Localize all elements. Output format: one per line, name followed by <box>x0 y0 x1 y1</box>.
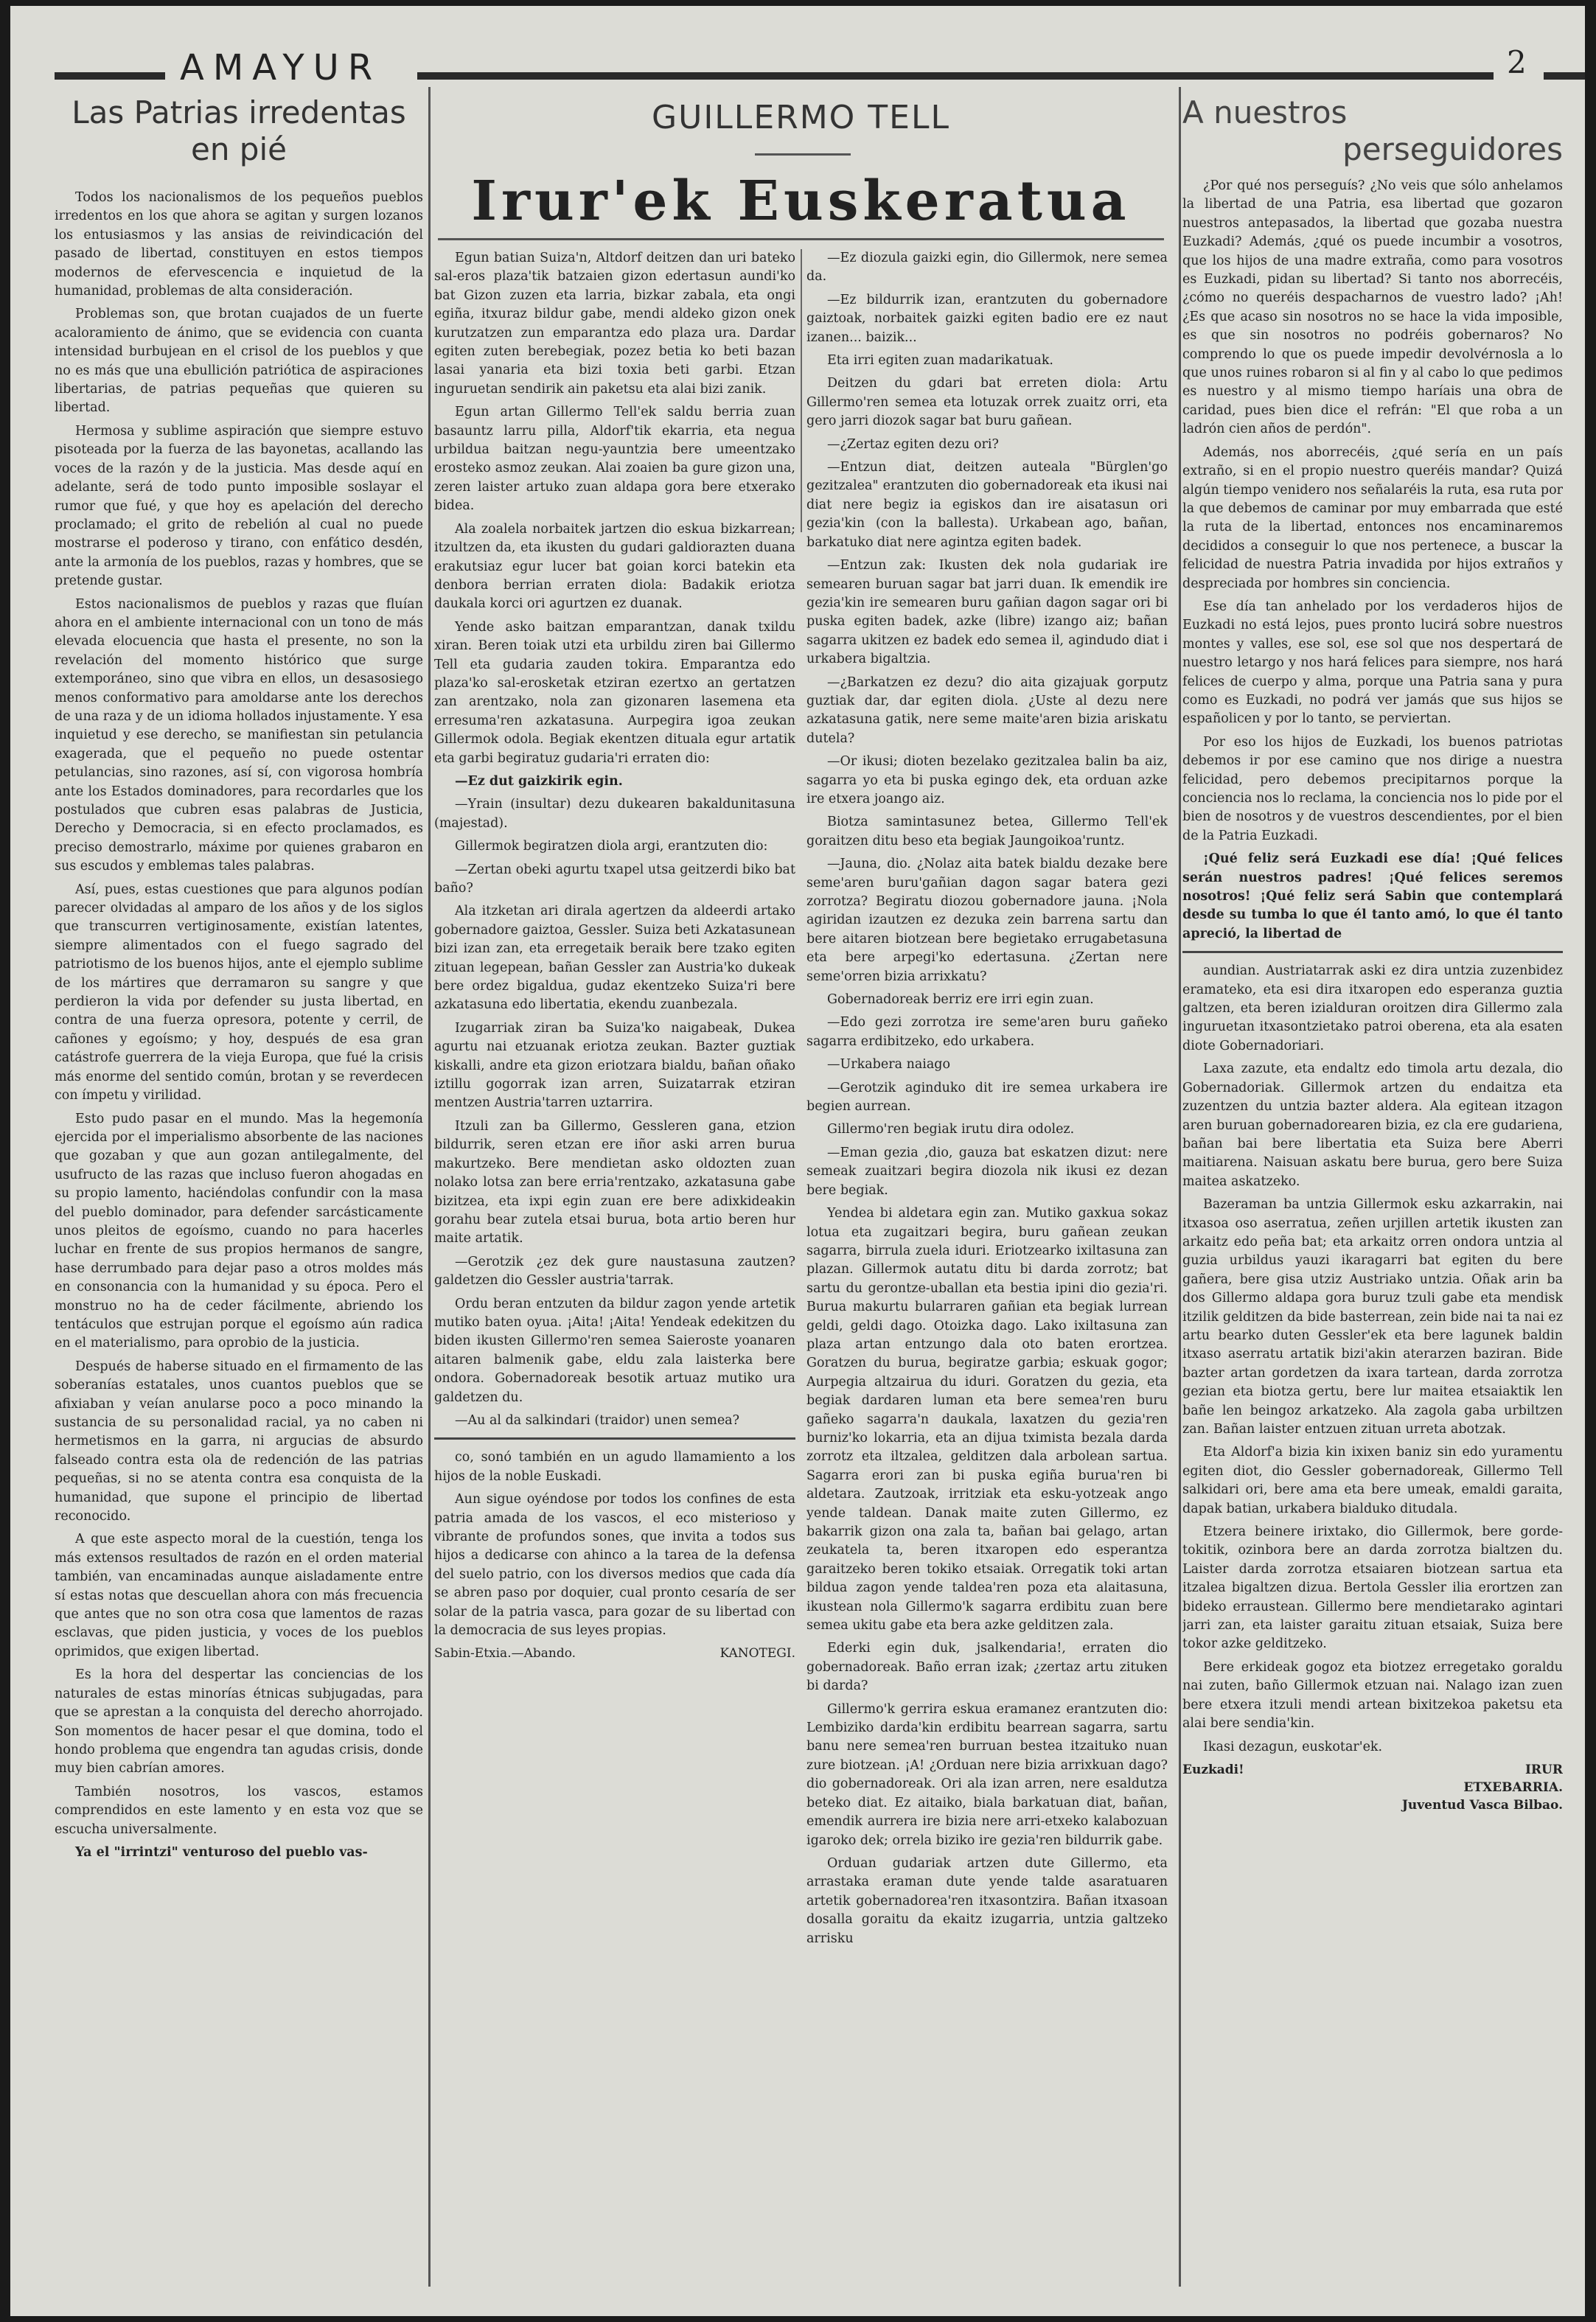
paragraph: Después de haberse situado en el firmamento de las soberanías estatales, unos cuantos pueblos que se afixiaban y veían anularse poco a poco minando la sustancia de su personalidad racial, ya no caben ni hermetismos en la garra, ni argucias de absurdo falseado contra esta ola de redención de las patrias pequeñas, si no se atenta contra esa conquista de la humanidad, que supone el principio de libertad reconocido. <box>55 1359 423 1524</box>
paragraph: Es la hora del despertar las conciencias de los naturales de estas minorías étnicas subjugadas, para que se aprestan a la conquista del derecho ahorrojado. Son momentos de hacer pesar el que domina, todo el hondo problema que engendra tan agudas crisis, donde muy bien cabrían amores. <box>55 1667 423 1777</box>
column-divider <box>428 87 431 2287</box>
paragraph: —Ez bildurrik izan, erantzuten du gobernadore gaiztoak, norbaitek gaizki egiten badio ere ez naut izanen... baizik... <box>806 292 1168 345</box>
article-kicker: GUILLERMO TELL <box>652 99 950 136</box>
paragraph: —Eman gezia ,dio, gauza bat eskatzen dizut: nere semeak zuaitzari begira diozola nik ikusi ez dezan bere begiak. <box>806 1145 1168 1198</box>
masthead <box>55 41 1570 86</box>
paragraph: Esto pudo pasar en el mundo. Mas la hegemonía ejercida por el imperialismo absorbente de las naciones que gozaban y que aun gozan antilegalmente, del usufructo de las razas que incluso fueron ahogadas en su propio lamento, haciéndolas confundir con la masa del pueblo dominador, para defender sarcásticamente unos pleitos de egoísmo, cuando no para hacerles luchar en frente de sus propios hermanos de sangre, hase derrumbado para dejar paso a otros moldes más en consonancia con la humanidad y su época. Pero el monstruo no ha de ceder fácilmente, abriendo los tentáculos que estrujan porque el egoísmo aún radica en el materialismo, para oprobio de la justicia. <box>55 1111 423 1351</box>
paragraph: Ala zoalela norbaitek jartzen dio eskua bizkarrean; itzultzen da, eta ikusten du gudari galdiorazten duana erakutsiaz egur lucer bat goian korci batekin eta denbora berrian erraten diola: Badakik eriotza daukala korci ori agurtzen ez duanak. <box>434 521 795 612</box>
column-divider <box>1179 87 1181 2287</box>
article-title: Irur'ek Euskeratua <box>471 170 1131 233</box>
paragraph: —Au al da salkindari (traidor) unen semea? <box>455 1412 739 1428</box>
masthead-rule-end <box>1544 72 1585 80</box>
paragraph: Izugarriak ziran ba Suiza'ko naigabeak, Dukea agurtu nai etzuanak eriotza zeukan. Bazter guztiak kiskalli, andre eta gizon eriotzara bialdu, bañan oñako iztillu gogorrak izan arren, Suizatarrak etziran mentzen Austria'tarren uztarrira. <box>434 1020 795 1111</box>
paragraph: —Ez dut gaizkirik egin. <box>455 773 623 789</box>
paragraph: También nosotros, los vascos, estamos comprendidos en este lamento y en esta voz que se escucha universalmente. <box>55 1784 423 1837</box>
paragraph: —Entzun zak: Ikusten dek nola gudariak ire semearen buruan sagar bat jarri duan. Ik emendik ire gezia'kin ire semearen buru gañian dagon sagar ori bi puska egiten badek, azke (libre) izango aiz; bañan sagarra ukitzen ez badek edo semea il, agindudo diat i urkabera bigaltzia. <box>806 558 1168 667</box>
page-number: 2 <box>1507 44 1527 80</box>
paragraph: Eta irri egiten zuan madarikatuak. <box>827 353 1053 369</box>
paragraph: Gillermo'k gerrira eskua eramanez erantzuten dio: Lembiziko darda'kin erdibitu bearrean sagarra, sartu banu nere semea'ren burruan bestea itzaituko nuan zure biotzean. ¡A! ¿Orduan nere bizia arrixkuan dago? dio gobernadoreak. Ori ala izan arren, nere esaldutza beteko diat. Ez aitaiko, biala barkatuan diat, bañan, emendik aurrera ire bizia nere arri-etxeko kalabozuan igaroko dek; orrela biziko ire gezia'ren bildurrik gabe. <box>806 1701 1168 1848</box>
paragraph: Por eso los hijos de Euzkadi, los buenos patriotas debemos ir por ese camino que nos dirige a nuestra felicidad, pero debemos precipitarnos porque la conciencia nos lo reclama, la conciencia nos lo pide por el bien de nosotros y de vuestros descendientes, por el bien de la Patria Euzkadi. <box>1182 734 1563 843</box>
paragraph: Yende asko baitzan emparantzan, danak txildu xiran. Beren toiak utzi eta urbildu ziren bai Gillermo Tell eta gudaria zauden tokira. Emparantza edo plaza'ko sal-erosketak etziran ezertxo an gertatzen zan arentzako, nola zan gizonaren lasemena eta erresuma'ren azkatasuna. Aurpegira igoa zeukan Gillermok odola. Begiak ekentzen dituala egur artatik eta garbi begiratuz gudaria'ri erraten dio: <box>434 619 795 766</box>
paragraph: Orduan gudariak artzen dute Gillermo, eta arrastaka eraman dute yende talde asaratuaren artetik gobernadorea'ren itxasontzira. Bañan itxasoan dosalla goraitu da ekaitz izugarria, untzia galtzeko arrisku <box>806 1855 1168 1946</box>
signature <box>434 1645 795 1662</box>
article-tell-right <box>806 249 1168 2298</box>
paragraph: Ese día tan anhelado por los verdaderos hijos de Euzkadi no está lejos, pues pronto lucirá sobre nuestros montes y valles, ese sol, ese sol que nos despertará de nuestro letargo y nos hará felices para siempre, nos hará felices de cuerpo y alma, porque una Patria sana y pura como es Euzkadi, no podrá ver jamás que sus hijos se españolicen y por lo tanto, se perviertan. <box>1182 599 1563 727</box>
newspaper-name: AMAYUR <box>180 47 382 88</box>
paragraph: Hermosa y sublime aspiración que siempre estuvo pisoteada por la fuerza de las bayonetas, acallando las voces de la razón y de la justicia. Mas desde aquí en adelante, será de todo punto imposible soslayar el rumor que fué, y que hoy es apelación del derecho proclamado; el grito de rebelión al cual no puede mostrarse el poderoso y tirano, con enfático desdén, ante la armonía de los pueblos, razas y hombres, que se pretende gustar. <box>55 423 423 589</box>
paragraph: Etzera beinere irixtako, dio Gillermok, bere gorde-tokitik, ozinbora bere an darda zorrotza bialtzen du. Laister darda zorrotza etsaiaren biotzean sartua eta itzalea bigaltzen dizua. Bertola Gessler ilia erortzen zan bideko erraustean. Gillermo bere mendietarako agintari jarri zan, eta laister garaitu zituan etsaiak, Suiza bere tokor azke gelditzeko. <box>1182 1524 1563 1652</box>
section-rule <box>434 1437 795 1440</box>
title-line: Las Patrias irredentas <box>72 94 406 130</box>
title-line: perseguidores <box>1342 131 1563 167</box>
paragraph: aundian. Austriatarrak aski ez dira untzia zuzenbidez eramateko, eta esi dira itxaropen edo esperanza guztia galtzen, eta beren izialduran oroitzen dira Gillermo zala inguruetan itxasontzietako patroi oberena, eta ala esaten diote Gobernadoriari. <box>1182 963 1563 1053</box>
column-divider-inner <box>801 249 802 532</box>
paragraph: —Jauna, dio. ¿Nolaz aita batek bialdu dezake bere seme'aren buru'gañian dagon sagar batera gezi zorrotza? Begiratu diozou gobernadore jauna. ¡Nola agiridan izautzen ez dezuka zein barrena sartu dan bere aitaren biotzean bere begietako errugabetasuna eta bere arpegi'ko edertasuna. ¿Zertan nere seme'orren bizia arrixkatu? <box>806 857 1168 984</box>
title-line: A nuestros <box>1182 94 1348 130</box>
paragraph: —Yrain (insultar) dezu dukearen bakaldunitasuna (majestad). <box>434 797 795 831</box>
paragraph: A que este aspecto moral de la cuestión, tenga los más extensos resultados de razón en el orden material también, van encaminadas aunque aisladamente entre sí estas notas que descuellan ahora con más frecuencia que antes que no son otra cosa que lamentos de razas esclavas, que piden justicia, y voces de los pueblos oprimidos, que exigen libertad. <box>55 1532 423 1659</box>
title-rule <box>438 238 1164 240</box>
signature-place: Sabin-Etxia.—Abando. <box>434 1646 576 1662</box>
paragraph: ¿Por qué nos perseguís? ¿No veis que sólo anhelamos la libertad de una Patria, esa libertad que gozaron nuestros antepasados, la libertad que gozaba nuestra Euzkadi? Además, ¿qué os puede incumbir a vosotros, que los hijos de una madre extraña, como para vosotros es Euzkadi, pidan su libertad? Si tanto nos aborrecéis, ¿cómo no queréis despacharnos de vuestro lado? ¡Ah! ¿Es que acaso sin nosotros no se hace la vida imposible, es que sin nosotros no podréis gobernaros? No comprendo lo que os puede impedir devolvérnosla a lo que unos ruines robaron si al fin y al cabo lo que pedimos es nuestro y al mismo tiempo haríais una obra de caridad, pues bien dice el refrán: "El que roba a un ladrón cien años de perdón". <box>1182 178 1563 437</box>
paragraph: Todos los nacionalismos de los pequeños pueblos irredentos en los que ahora se agitan y surgen lozanos los entusiasmos y las ansias de reivindicación del pasado de libertad, constituyen en estos tiempos modernos de efervescencia e inquietud de la humanidad, problemas de alta consideración. <box>55 190 423 299</box>
paragraph: —Zertan obeki agurtu txapel utsa geitzerdi biko bat baño? <box>434 862 795 896</box>
section-rule <box>1182 951 1563 953</box>
signature-name: KANOTEGI. <box>719 1646 795 1662</box>
paragraph: —Gerotzik aginduko dit ire semea urkabera ire begien aurrean. <box>806 1080 1168 1115</box>
masthead-rule-left <box>55 72 165 80</box>
signature-right <box>1402 1761 1563 1814</box>
paragraph: Bere erkideak gogoz eta biotzez erregetako goraldu nai zuten, baño Gillermok etzuan nai. Nalago izan zuen bere etxera itzuli mendi artean bixitzekoa paketsu eta alai bere sendia'kin. <box>1182 1659 1563 1732</box>
signature-line: Juventud Vasca Bilbao. <box>1401 1797 1563 1813</box>
paragraph: —Ez diozula gaizki egin, dio Gillermok, nere semea da. <box>806 251 1168 285</box>
paragraph: Laxa zazute, eta endaltz edo timola artu dezala, dio Gobernadoriak. Gillermok artzen du endaitza eta zuzentzen du untzia bazter aldera. Ala egitean itzagon aren buruan gobernadorearen bizia, ez cla ere gudariena, bañan bai bere libertatia eta Suiza bere Aberri maitiarena. Naisuan askatu bere burua, gero bere Suiza maitea askatzeko. <box>1182 1061 1563 1189</box>
paragraph: Itzuli zan ba Gillermo, Gessleren gana, etzion bildurrik, seren etzan ere iñor aski arren burua makurtzeko. Bere mendietan asko oldozten zuan nolako lotsa zan bere erria'rentzako, azkatasuna gabe bizitzea, eta ixpi egin zuan ere bere adixkideakin gorahu bear zutela etsai burua, bota artio beren hur maite artatik. <box>434 1118 795 1247</box>
paragraph: —Urkabera naiago <box>827 1057 951 1073</box>
paragraph: —Gerotzik ¿ez dek gure naustasuna zautzen? galdetzen dio Gessler austria'tarrak. <box>434 1254 795 1289</box>
paragraph: Egun batian Suiza'n, Altdorf deitzen dan uri bateko sal-eros plaza'tik batzaien gizon edertasun aundi'ko bat Gizon zuzen eta larria, bizkar zabala, eta ongi egiña, itxuraz bildur gabe, mendi aldeko gizon onek kurutzatzen zun emparantza edo plaza ura. Dardar egiten zuten berebegiak, pozez betia ko beti bazan lasai yanaria eta bizi toxia beti garbi. Etzan inguruetan sendirik ain paketsu eta alai bizi zanik. <box>434 251 795 397</box>
signature-left: Euzkadi! <box>1182 1762 1244 1777</box>
paragraph: Gobernadoreak berriz ere irri egin zuan. <box>827 992 1094 1008</box>
article-title <box>55 94 423 168</box>
paragraph: —Edo gezi zorrotza ire seme'aren buru gañeko sagarra erdibitzeko, edo urkabera. <box>806 1015 1168 1049</box>
paragraph: Gillermo'ren begiak irutu dira odolez. <box>827 1122 1075 1137</box>
newspaper-page <box>10 6 1585 2316</box>
paragraph: Ala itzketan ari dirala agertzen da aldeerdi artako gobernadore gaiztoa, Gessler. Suiza beti Azkatasunean bizi izan zan, eta erregetaik beraik bere tzako egiten zituan legepean, bañan Gessler zan Austria'ko dukeak bere ordez bigaldua, gudaz ekentzeko Suiza'ri bere azkatasuna edo libertatia, ekendu zuanbezala. <box>434 904 795 1013</box>
paragraph: Egun artan Gillermo Tell'ek saldu berria zuan basauntz larru pilla, Aldorf'tik ekarria, eta negua urbildua baitzan negu-yauntzia bere umeentzako erosteko asmoz zeukan. Alai zoaien ba gure gizon una, zeren laister artuko zuan aldapa gora bere etxerako bidea. <box>434 405 795 514</box>
signature <box>1182 1761 1563 1814</box>
article-title <box>1182 94 1563 168</box>
paragraph: ¡Qué feliz será Euzkadi ese día! ¡Qué felices serán nuestros padres! ¡Qué felices seremos nosotros! ¡Qué feliz será Sabin que contemplará desde su tumba lo que él tanto amó, lo que él tanto apreció, la libertad de <box>1182 851 1563 941</box>
paragraph: Deitzen du gdari bat erreten diola: Artu Gillermo'ren semea eta lotuzak orrek zuaitz orri, eta gero jarri diozok sagar bat buru gañean. <box>806 376 1168 429</box>
paragraph: —¿Barkatzen ez dezu? dio aita gizajuak gorputz guztiak dar, dar egiten diola. ¿Uste al dezu nere azkatasuna gatik, nere seme maite'aren bizia ariskatu dutela? <box>806 674 1168 746</box>
paragraph: Eta Aldorf'a bizia kin ixixen baniz sin edo yuramentu egiten diot, dio Gessler gobernadoreak, Gillermo Tell salkidari ori, bere ama eta bere umeak, emaldi garaita, dapak batian, urkabera bialduko ditudala. <box>1182 1445 1563 1516</box>
signature-line: IRUR <box>1524 1762 1563 1777</box>
title-line: en pié <box>191 131 287 167</box>
paragraph: co, sonó también en un agudo llamamiento a los hijos de la noble Euskadi. <box>434 1450 795 1484</box>
paragraph: Aun sigue oyéndose por todos los confines de esta patria amada de los vascos, el eco misterioso y vibrante de profundos sones, que invita a todos sus hijos a dedicarse con ahinco a la tarea de la defensa del suelo patrio, con los diversos medios que cada día se abren paso por doquier, cual pronto cesaría de ser solar de la patria vasca, para gozar de su libertad con la democracia de sus leyes propias. <box>434 1492 795 1639</box>
article-tell-left <box>434 249 795 2298</box>
paragraph: Yendea bi aldetara egin zan. Mutiko gaxkua sokaz lotua eta zugaitzari begira, buru gañean zeukan sagarra, birrula zuela iduri. Eriotzearko ixiltasuna zan plazan. Gillermok autatu ditu bi darda zorrotz; bat sartu du gerontze-uballan eta bestia ipini dio gezia'ri. Burua makurtu bularraren gañian eta begiak lurrean geldi, geldi dago. Otoizka dago. Lako ixiltasuna zan plaza artan entzungo dala oto baten erortzea. Goratzen du burua, begiratze garbia; eskuak gogor; Aurpegia altzairua du iduri. Goratzen du gezia, eta begiak dardaren luman eta bere semea'ren buru gañeko sagarra'n daukala, laxatzen du gezia'ren burniz'ko lokarria, eta an dijua tximista bezala darda zorrotz eta iltzalea, gelditzen dala arbolean sartua. Sagarra erori zan bi puska egiña burua'ren bi aldetara. Zautzoak, irritziak eta esku-yotzeak ango yende taldean. Danak maite zuten Gillermo, ez bakarrik gizon ona zala ta, bañan bai gelago, artan zeukatela ta, beren itxaropen edo esperantza garaitzeko beren tokiko etsaiak. Orregatik toki artan bildua zagon yende taldea'ren poza eta alaitasuna, ikustean nola Gillermo'k sagarra erdibitu zuan bere semea ukitu gabe eta bera azke gelditzen zala. <box>806 1206 1168 1634</box>
masthead-rule-right <box>417 72 1494 80</box>
article-patrias <box>55 94 423 2298</box>
paragraph: Además, nos aborrecéis, ¿qué sería en un país extraño, si en el propio nuestro queréis mandar? Quizá algún tiempo venidero nos señalaréis la ruta, esa ruta por la que debemos de caminar por muy embarrada que esté la ruta de la libertad, entonces nos encaminaremos decididos a conseguir lo que nos pertenece, a buscar la felicidad de nuestra Patria invadida por hijos extraños y despreciada por hombres sin conciencia. <box>1182 444 1563 591</box>
paragraph: Biotza samintasunez betea, Gillermo Tell'ek goraitzen ditu beso eta begiak Jaungoikoa'runtz. <box>806 815 1168 848</box>
paragraph: Ya el "irrintzi" venturoso del pueblo vas- <box>75 1844 368 1860</box>
paragraph: Ordu beran entzuten da bildur zagon yende artetik mutiko baten oyua. ¡Aita! ¡Aita! Yendeak edekitzen du biden ikusten Gillermo'ren semea Saieroste yoanaren aitaren balmenik gabe, eldu zala laisterka bere ondora. Gobernadoreak besotik artuaz mutiko ura galdetzen du. <box>434 1296 795 1405</box>
paragraph: Gillermok begiratzen diola argi, erantzuten dio: <box>455 839 768 854</box>
paragraph: Ikasi dezagun, euskotar'ek. <box>1203 1739 1383 1754</box>
paragraph: Bazeraman ba untzia Gillermok esku azkarrakin, nai itxasoa oso aserratua, zeñen urjillen artetik ikusten zan arkaitz edo peña bat; eta arkaitz orren ondora untzia al guzia urbildus yauzi ikaragarri bat egiten du bere gañera, bere gisa utziz Austriako untzia. Oñak arin ba dos Gillermo aldapa gora buruz tzuli gabe eta mendisk itzilik gelditzen da bide basterrean, zein bide nai ta nai ez artu bearko duten Gessler'ek eta bere lagunek baldin itxaso aserratu artatik bizi'akin aterarzen baziran. Bide bazter artan gordetzen da ixara tartean, darda zorrotza gezian eta biotza gertu, bere lur maitea etsaiaktik len bañe len beingoz arkatzeko. Ala zagola gaba urbiltzen zan. Bañan laister entzuen zituan urreta abotzak. <box>1182 1197 1563 1437</box>
paragraph: Problemas son, que brotan cuajados de un fuerte acaloramiento de ánimo, que se evidencia con cuanta intensidad burbujean en el crisol de los pueblos y que no es más que una ebullición patriótica de aspiraciones libertarias, de patrias pequeñas que quieren su libertad. <box>55 307 423 416</box>
paragraph: —¿Zertaz egiten dezu ori? <box>827 436 999 452</box>
paragraph: Ederki egin duk, jsalkendaria!, erraten dio gobernadoreak. Baño erran izak; ¿zertaz artu zituken bi darda? <box>806 1641 1168 1694</box>
paragraph: Estos nacionalismos de pueblos y razas que fluían ahora en el ambiente internacional con un tono de más elevada elocuencia que hasta el presente, no son la revelación del momento histórico que surge extemporáneo, sino que vibra en ellos, un desasosiego menos conformativo para amoldarse ante los derechos de una raza y de un idioma hollados injustamente. Y esa inquietud y ese derecho, se manifiestan sin petulancia exagerada, que el pequeño no puede ostentar petulancias, sino razones, así sí, con vigorosa hombría ante los Estados dominadores, para recordarles que los postulados que cubren esas palabras de Justicia, Derecho y Democracia, si en efecto proclamados, es preciso demostrarlo, máxime por quienes grabaron en sus escudos y emblemas tales palabras. <box>55 596 423 874</box>
article-perseguidores <box>1182 94 1563 2298</box>
kicker-rule <box>755 153 851 156</box>
paragraph: Así, pues, estas cuestiones que para algunos podían parecer olvidadas al amparo de los años y de los siglos que transcurren vertiginosamente, existían latentes, siempre alimentados con el fuego sagrado del patriotismo de los buenos hijos, ante el ejemplo sublime de los mártires que derramaron su sangre y que perdieron la vida por defender su justa libertad, en contra de una fuerza opresora, potente y cerril, de cañones y egoísmo; y hoy, después de esa gran catástrofe guerrera de la vieja Europa, que fué la crisis más enorme del sentido común, brotan y se reverdecen con ímpetu y virilidad. <box>55 882 423 1104</box>
paragraph: —Or ikusi; dioten bezelako gezitzalea balin ba aiz, sagarra yo eta bi puska egingo dek, eta orduan azke ire etxera joango aiz. <box>806 754 1168 806</box>
paragraph: —Entzun diat, deitzen auteala "Bürglen'go gezitzalea" erantzuten dio gobernadoreak eta ikusi nai diat nere begiz ia egiskos dan ire aisatasun ori gezia'kin (con la ballesta). Urkabean ago, bañan, barkatuko diat nere agintza egiten badek. <box>806 460 1168 550</box>
signature-line: ETXEBARRIA. <box>1463 1779 1563 1795</box>
